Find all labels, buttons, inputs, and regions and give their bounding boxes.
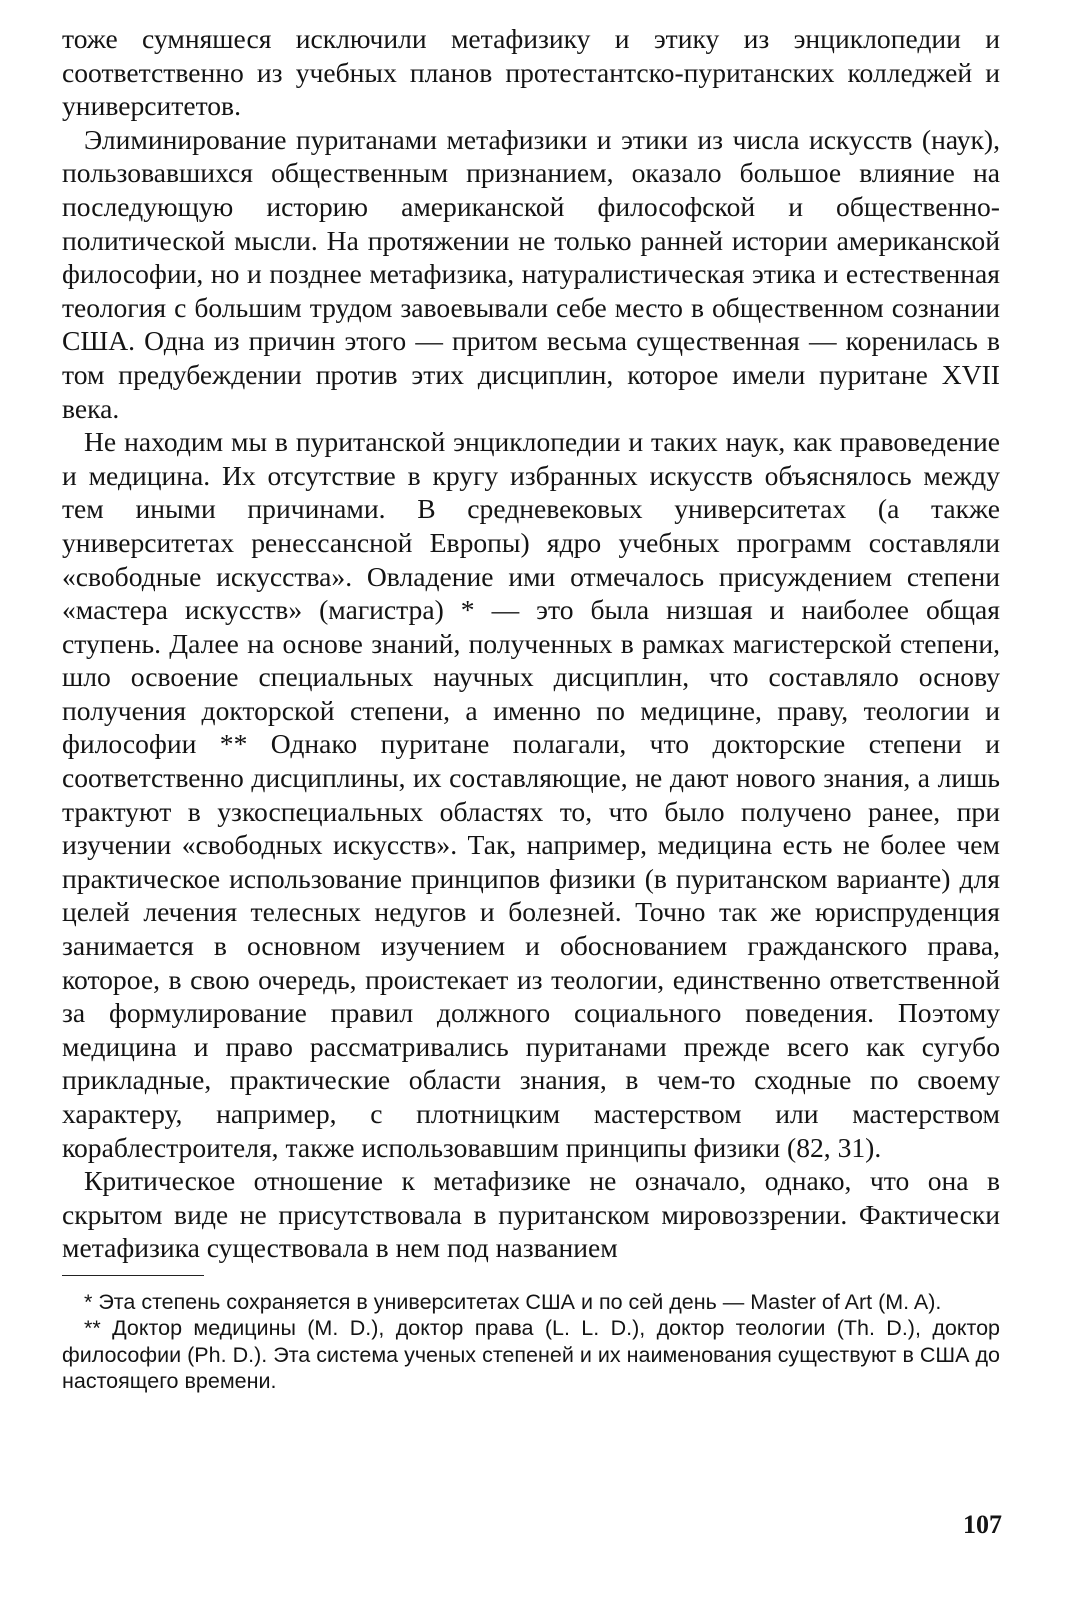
footnote-doctoral-degrees: ** Доктор медицины (M. D.), доктор права (L. L. D.), доктор теологии (Th. D.), доктор философии (Ph. D.). Эта система ученых степеней и их наименования существуют в США до настоящего времени. xyxy=(62,1316,1000,1394)
page-number: 107 xyxy=(963,1510,1002,1539)
paragraph-continuation: тоже сумняшеся исключили метафизику и этику из энциклопедии и соответственно из учебных планов протестантско-пуританских колледжей и университетов. xyxy=(62,23,1000,122)
footnote-master-of-art: * Эта степень сохраняется в университетах США и по сей день — Master of Art (M. A). xyxy=(84,1289,942,1314)
paragraph-law-medicine: Не находим мы в пуританской энциклопедии и таких наук, как правоведение и медицина. Их отсутствие в кругу избранных искусств объяснялось между тем иными причинами. В средневековых университетах (а также университетах ренессансной Европы) ядро учебных программ составляли «свободные искусства». Овладение ими отмечалось присуждением степени «мастера искусств» (магистра) * — это была низшая и наиболее общая ступень. Далее на основе знаний, полученных в рамках магистерской степени, шло освоение специальных научных дисциплин, что составляло основу получения докторской степени, а именно по медицине, праву, теологии и философии ** Однако пуритане полагали, что докторские степени и соответственно дисциплины, их составляющие, не дают нового знания, а лишь трактуют в узкоспециальных областях то, что было получено ранее, при изучении «свободных искусств». Так, например, медицина есть не более чем практическое использование принципов физики (в пуританском варианте) для целей лечения телесных недугов и болезней. Точно так же юриспруденция занимается в основном изучением и обоснованием гражданского права, которое, в свою очередь, проистекает из теологии, единственно ответственной за формулирование правил должного социального поведения. Поэтому медицина и право рассматривались пуританами прежде всего как сугубо прикладные, практические области знания, в чем-то сходные по своему характеру, например, с плотницким мастерством или мастерством кораблестроителя, также использовавшим принципы физики (82, 31). xyxy=(62,426,1000,1163)
page-body xyxy=(62,22,1000,1395)
footnote-divider xyxy=(62,1275,204,1276)
paragraph-elimination: Элиминирование пуританами метафизики и этики из числа искусств (наук), пользовавшихся общественным признанием, оказало большое влияние на последующую историю американской философской и общественно-политической мысли. На протяжении не только ранней истории американской философии, но и позднее метафизика, натуралистическая этика и естественная теология с большим трудом завоевывали себе место в общественном сознании США. Одна из причин этого — притом весьма существенная — коренилась в том предубеждении против этих дисциплин, которое имели пуритане XVII века. xyxy=(62,123,1000,424)
paragraph-metaphysics: Критическое отношение к метафизике не означало, однако, что она в скрытом виде не присутствовала в пуританском мировоззрении. Фактически метафизика существовала в нем под названием xyxy=(62,1165,1000,1264)
